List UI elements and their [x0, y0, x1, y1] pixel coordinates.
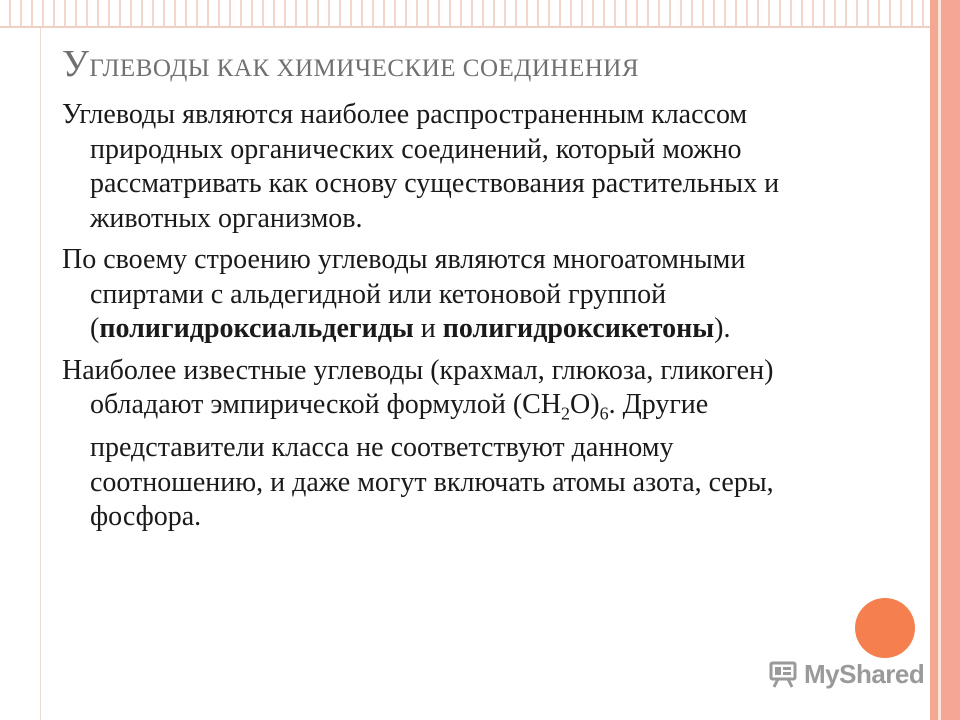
- body-paragraph: [62, 98, 852, 236]
- left-margin-rule: [40, 28, 41, 720]
- right-accent-stripe: [938, 0, 941, 720]
- slide-body: [62, 98, 852, 542]
- top-decorative-border: [0, 0, 930, 26]
- title-text: ГЛЕВОДЫ КАК ХИМИЧЕСКИЕ СОЕДИНЕНИЯ: [89, 55, 639, 82]
- text-segment: Наиболее известные углеводы (крахмал, глюкоза, гликоген) обладают эмпирической формулой (CH: [62, 354, 774, 420]
- subscript: 6: [599, 403, 609, 424]
- top-border-line: [0, 26, 930, 28]
- text-segment: O): [570, 389, 600, 420]
- text-segment: Углеводы являются наиболее распространенным классом природных органических соединений, который можно рассматривать как основу существования растительных и животных организмов.: [62, 99, 780, 234]
- text-segment: ).: [714, 313, 731, 344]
- title-initial: У: [62, 43, 90, 85]
- text-segment: По своему строению углеводы являются многоатомными спиртами с альдегидной или кетоновой группой (: [62, 244, 746, 344]
- text-segment: . Другие представители класса не соответствуют данному соотношению, и даже могут включать атомы азота, серы, фосфора.: [90, 389, 774, 533]
- right-accent-bar: [930, 0, 960, 720]
- watermark-brand-text: MyShared: [804, 658, 925, 689]
- body-paragraph: [62, 243, 852, 347]
- slide-title: [62, 42, 902, 86]
- presentation-board-icon: [768, 659, 798, 689]
- watermark-logo: [768, 656, 924, 692]
- subscript: 2: [561, 403, 571, 424]
- decorative-orange-circle: [855, 598, 915, 658]
- bold-term: полигидроксиальдегиды: [99, 313, 414, 344]
- bold-term: полигидроксикетоны: [442, 313, 715, 344]
- body-paragraph: [62, 354, 852, 535]
- text-segment: и: [413, 313, 443, 344]
